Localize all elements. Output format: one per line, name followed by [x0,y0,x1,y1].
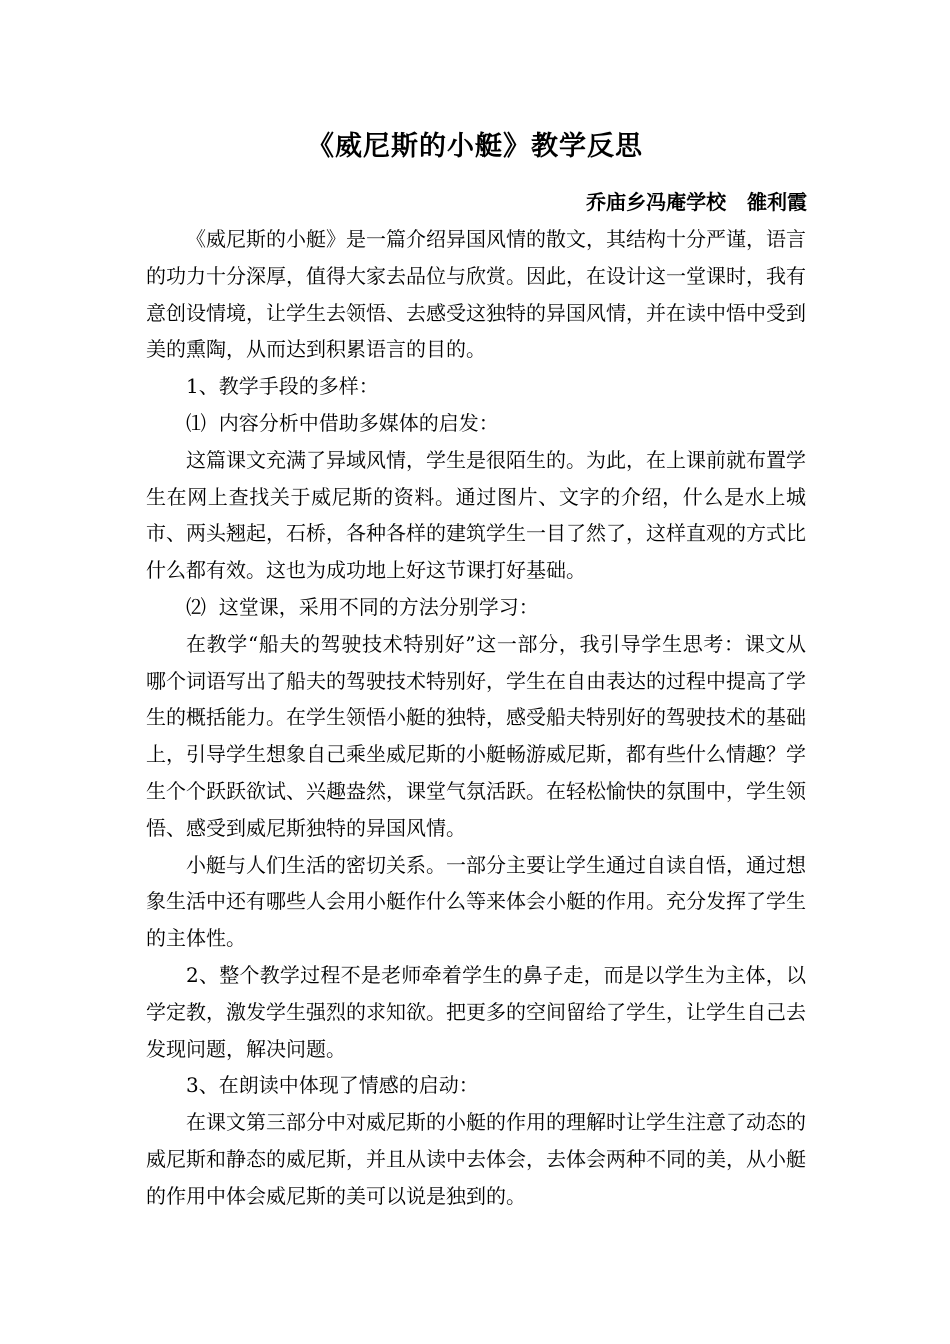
paragraph-methods: 在教学“船夫的驾驶技术特别好”这一部分，我引导学生思考：课文从哪个词语写出了船夫的驾驶技术特别好，学生在自由表达的过程中提高了学生的概括能力。在学生领悟小艇的独特，感受船夫特别好的驾驶技术的基础上，引导学生想象自己乘坐威尼斯的小艇畅游威尼斯，都有些什么情趣？学生个个跃跃欲试、兴趣盎然，课堂气氛活跃。在轻松愉快的氛围中，学生领悟、感受到威尼斯独特的异国风情。 [146,631,806,840]
section-heading-3: 3、在朗读中体现了情感的启动： [186,1073,479,1098]
subheading-2: ⑵ 这堂课，采用不同的方法分别学习： [186,594,539,619]
paragraph-reading: 在课文第三部分中对威尼斯的小艇的作用的理解时让学生注意了动态的威尼斯和静态的威尼斯，并且从读中去体会，去体会两种不同的美，从小艇的作用中体会威尼斯的美可以说是独到的。 [146,1110,806,1208]
paragraph-intro: 《威尼斯的小艇》是一篇介绍异国风情的散文，其结构十分严谨，语言的功力十分深厚，值得大家去品位与欣赏。因此，在设计这一堂课时，我有意创设情境，让学生去领悟、去感受这独特的异国风情，并在读中悟中受到美的熏陶，从而达到积累语言的目的。 [146,227,806,362]
subheading-1: ⑴ 内容分析中借助多媒体的启发： [186,410,499,435]
section-heading-2: 2、整个教学过程不是老师牵着学生的鼻子走，而是以学生为主体，以学定教，激发学生强烈的求知欲。把更多的空间留给了学生，让学生自己去发现问题，解决问题。 [146,962,806,1061]
author-line: 乔庙乡冯庵学校 雒利霞 [586,190,807,214]
section-heading-1: 1、教学手段的多样： [186,374,379,399]
page-title: 《威尼斯的小艇》教学反思 [307,131,643,162]
paragraph-boat-life: 小艇与人们生活的密切关系。一部分主要让学生通过自读自悟，通过想象生活中还有哪些人会用小艇作什么等来体会小艇的作用。充分发挥了学生的主体性。 [146,852,806,951]
document-body [146,221,806,1215]
paragraph-multimedia: 这篇课文充满了异域风情，学生是很陌生的。为此，在上课前就布置学生在网上查找关于威尼斯的资料。通过图片、文字的介绍，什么是水上城市、两头翘起，石桥，各种各样的建筑学生一目了然了，这样直观的方式比什么都有效。这也为成功地上好这节课打好基础。 [146,447,806,583]
